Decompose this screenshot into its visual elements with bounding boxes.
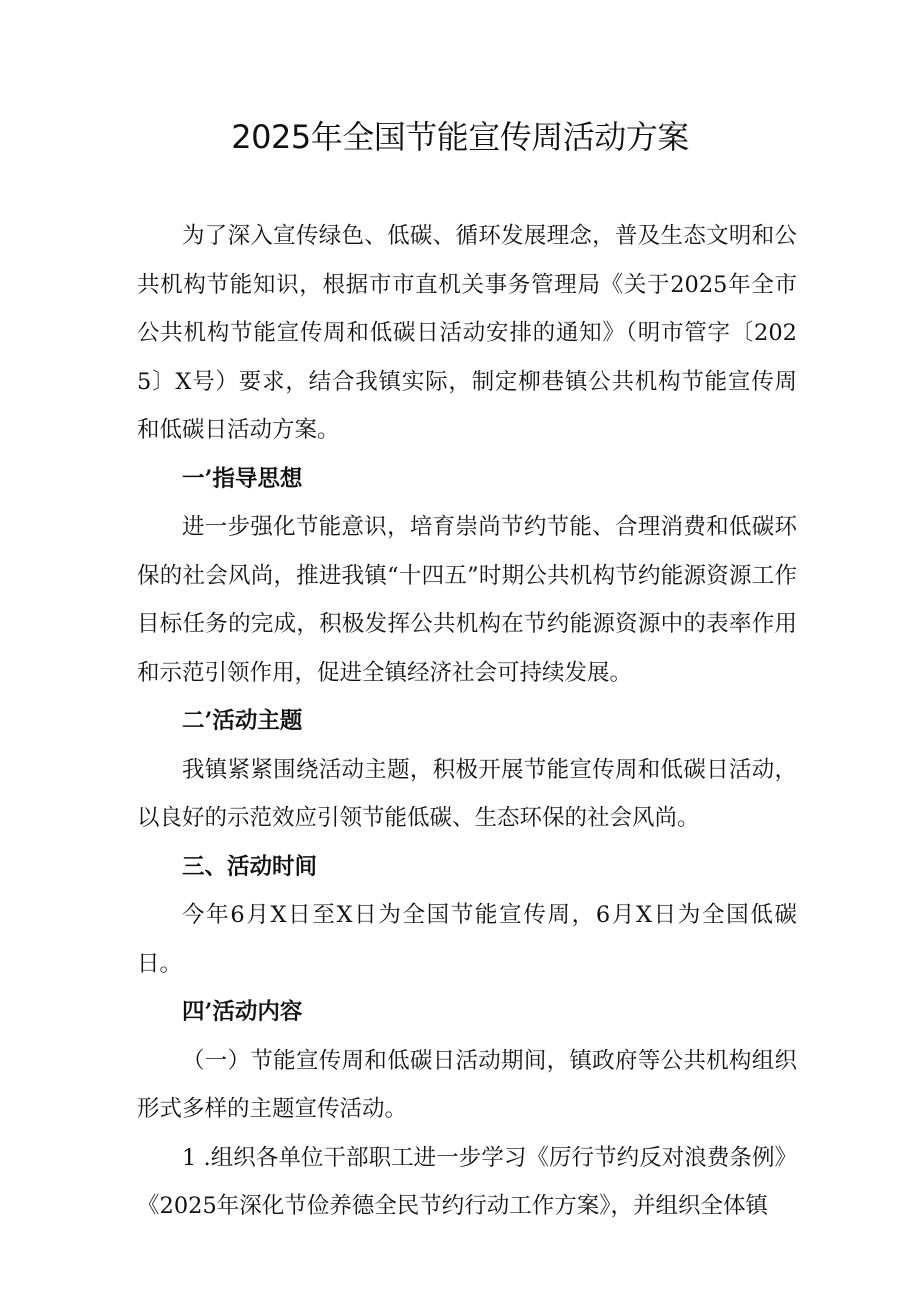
- guiding-ideology-paragraph: 进一步强化节能意识，培育崇尚节约节能、合理消费和低碳环保的社会风尚，推进我镇“十四五”时期公共机构节约能源资源工作目标任务的完成，积极发挥公共机构在节约能源资源中的表率作用和示范引领作用，促进全镇经济社会可持续发展。: [137, 514, 797, 686]
- section-heading-activity-time: 三、活动时间: [182, 853, 318, 880]
- section-heading-guiding-ideology: 一’指导思想: [182, 465, 303, 492]
- intro-paragraph: 为了深入宣传绿色、低碳、循环发展理念，普及生态文明和公共机构节能知识，根据市市直机关事务管理局《关于2025年全市公共机构节能宣传周和低碳日活动安排的通知》（明市管字〔2025〕X号）要求，结合我镇实际，制定柳巷镇公共机构节能宣传周和低碳日活动方案。: [137, 223, 797, 443]
- activity-content-paragraph-2: 1 .组织各单位干部职工进一步学习《厉行节约反对浪费条例》《2025年深化节俭养德全民节约行动工作方案》，并组织全体镇: [137, 1144, 797, 1219]
- activity-theme-paragraph: 我镇紧紧围绕活动主题，积极开展节能宣传周和低碳日活动，以良好的示范效应引领节能低碳、生态环保的社会风尚。: [137, 756, 797, 831]
- section-heading-activity-content: 四’活动内容: [182, 999, 303, 1025]
- document-body: [137, 212, 797, 1231]
- document-title: 2025年全国节能宣传周活动方案: [231, 118, 689, 156]
- section-heading-activity-theme: 二’活动主题: [182, 708, 303, 734]
- activity-time-paragraph: 今年6月X日至X日为全国节能宣传周，6月X日为全国低碳日。: [137, 902, 797, 977]
- activity-content-paragraph-1: （一）节能宣传周和低碳日活动期间，镇政府等公共机构组织形式多样的主题宣传活动。: [137, 1047, 797, 1122]
